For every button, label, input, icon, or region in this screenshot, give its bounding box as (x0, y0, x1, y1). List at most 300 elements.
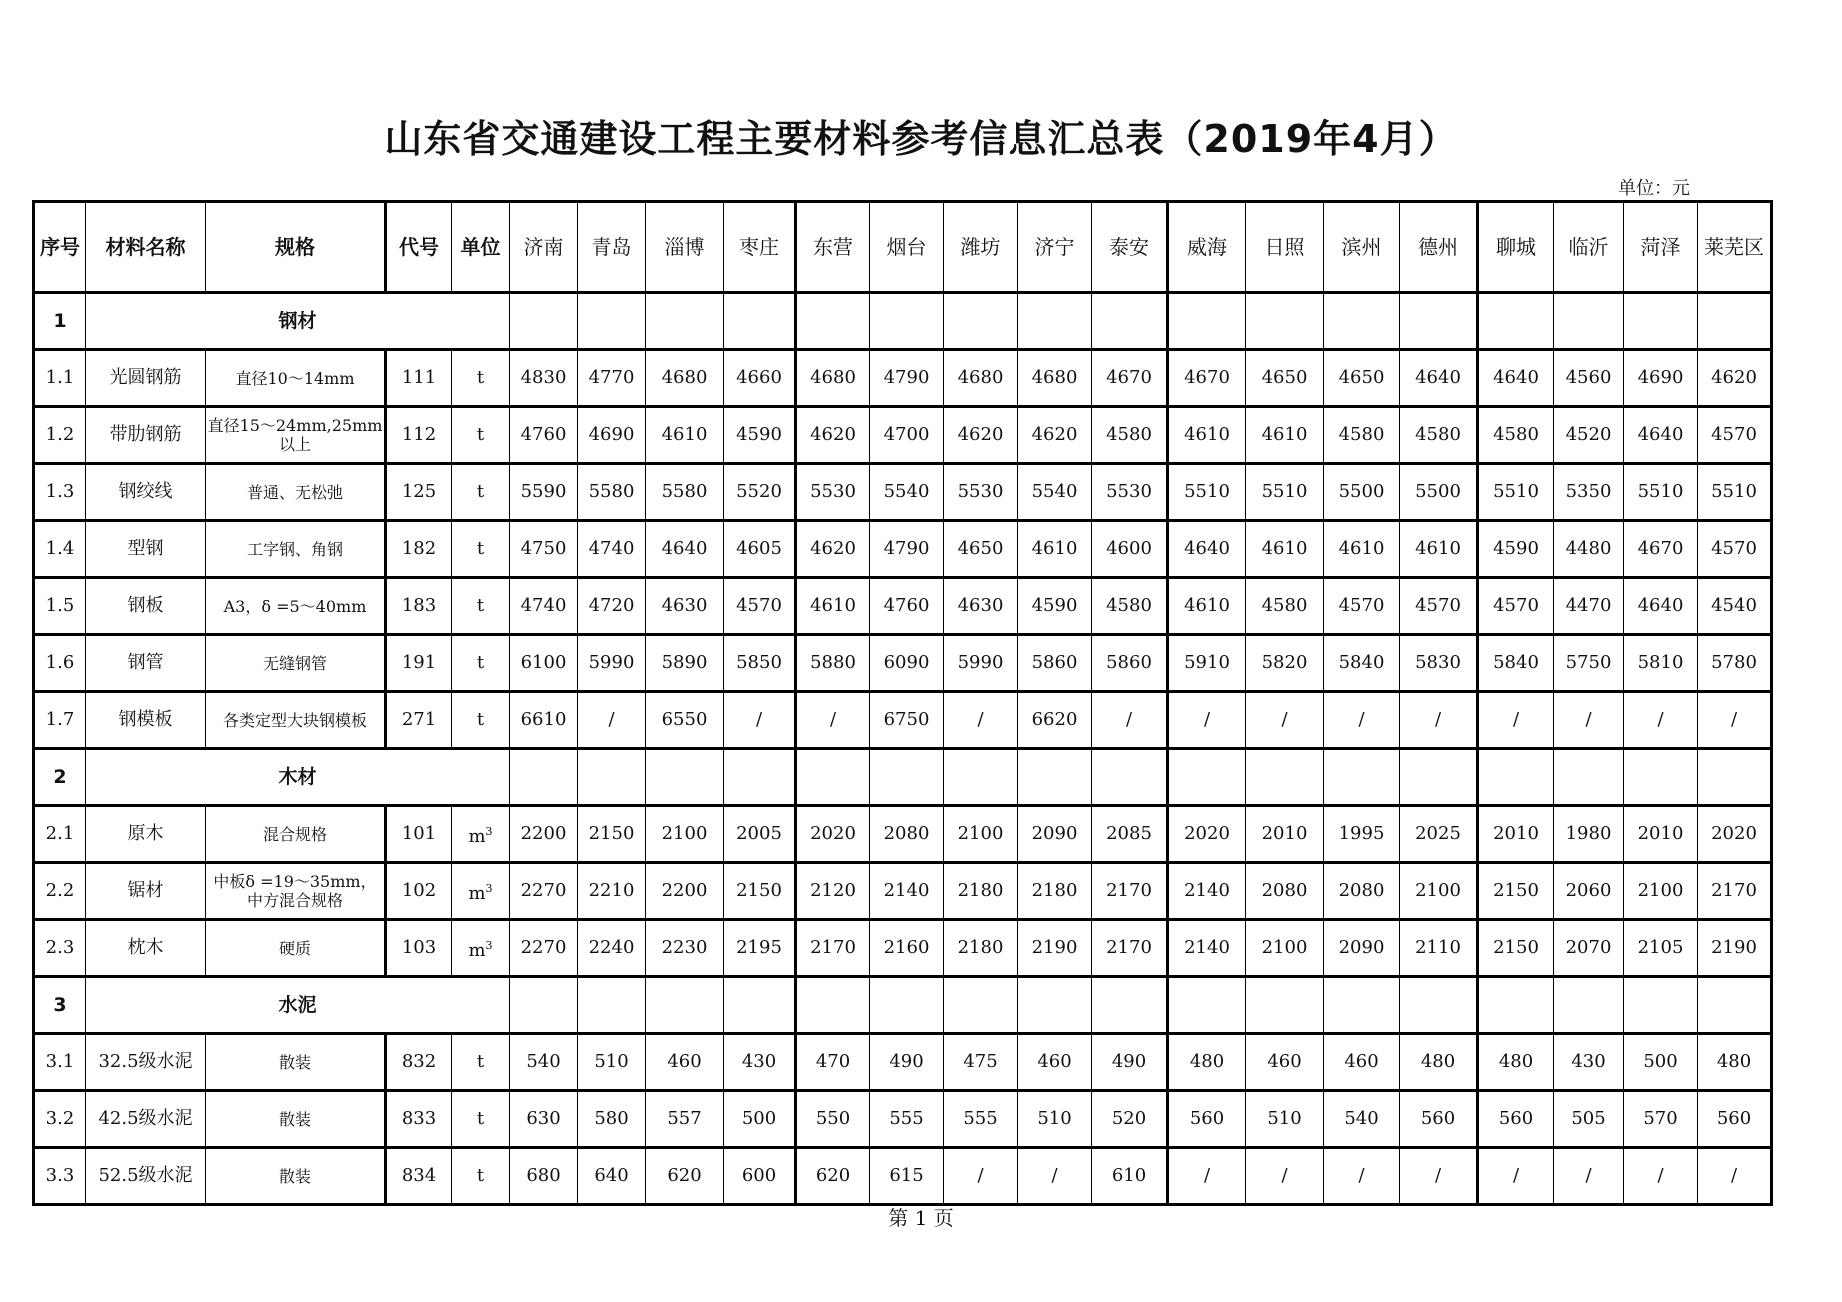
price-cell: 5820 (1246, 635, 1324, 692)
material-spec: 各类定型大块钢模板 (206, 692, 386, 749)
price-cell: 4620 (944, 407, 1018, 464)
price-cell: 430 (724, 1034, 796, 1091)
price-cell: 615 (870, 1148, 944, 1205)
empty-cell (1698, 293, 1772, 350)
price-cell: 4680 (1018, 350, 1092, 407)
price-cell: 2100 (646, 806, 724, 863)
section-name: 水泥 (86, 977, 510, 1034)
price-cell: 4610 (796, 578, 870, 635)
table-row (34, 806, 1772, 863)
unit-text: t (476, 367, 485, 388)
price-cell: 4640 (1624, 407, 1698, 464)
price-cell: 4650 (944, 521, 1018, 578)
price-cell: 4620 (1698, 350, 1772, 407)
price-cell: 2025 (1400, 806, 1478, 863)
price-cell: 490 (870, 1034, 944, 1091)
empty-cell (870, 977, 944, 1034)
header-city: 滨州 (1324, 202, 1400, 293)
empty-cell (796, 749, 870, 806)
price-cell: 4540 (1698, 578, 1772, 635)
price-cell: 460 (646, 1034, 724, 1091)
price-cell: 2060 (1554, 863, 1624, 920)
material-code: 183 (386, 578, 452, 635)
row-seq: 1.7 (34, 692, 86, 749)
price-cell: 2240 (578, 920, 646, 977)
price-cell: 1995 (1324, 806, 1400, 863)
price-cell: 580 (578, 1091, 646, 1148)
price-cell: 2020 (796, 806, 870, 863)
empty-cell (870, 293, 944, 350)
price-cell: / (724, 692, 796, 749)
price-cell: 2070 (1554, 920, 1624, 977)
price-cell: 4690 (1624, 350, 1698, 407)
price-cell: 550 (796, 1091, 870, 1148)
price-cell: 500 (724, 1091, 796, 1148)
empty-cell (1092, 749, 1168, 806)
price-cell: 4610 (1400, 521, 1478, 578)
price-cell: / (578, 692, 646, 749)
price-cell: 4610 (1246, 521, 1324, 578)
material-unit (452, 635, 510, 692)
empty-cell (510, 977, 578, 1034)
material-spec: A3，δ =5～40mm (206, 578, 386, 635)
price-cell: 4580 (1324, 407, 1400, 464)
price-cell: 640 (578, 1148, 646, 1205)
price-cell: 2150 (1478, 863, 1554, 920)
price-cell: 2020 (1698, 806, 1772, 863)
material-spec: 工字钢、角钢 (206, 521, 386, 578)
price-cell: 2190 (1698, 920, 1772, 977)
price-cell: 520 (1092, 1091, 1168, 1148)
empty-cell (646, 293, 724, 350)
material-unit (452, 350, 510, 407)
price-cell: 5510 (1698, 464, 1772, 521)
empty-cell (1168, 293, 1246, 350)
price-cell: 2200 (510, 806, 578, 863)
price-cell: 4640 (1624, 578, 1698, 635)
price-cell: / (1624, 692, 1698, 749)
price-cell: / (1168, 1148, 1246, 1205)
price-cell: 6090 (870, 635, 944, 692)
empty-cell (646, 749, 724, 806)
price-cell: 2270 (510, 920, 578, 977)
section-name: 钢材 (86, 293, 510, 350)
section-row (34, 749, 1772, 806)
price-cell: 5540 (1018, 464, 1092, 521)
price-cell: 5750 (1554, 635, 1624, 692)
price-cell: 540 (510, 1034, 578, 1091)
empty-cell (1018, 749, 1092, 806)
price-cell: / (1400, 1148, 1478, 1205)
price-cell: 5530 (796, 464, 870, 521)
price-cell: 490 (1092, 1034, 1168, 1091)
row-seq: 2.2 (34, 863, 86, 920)
price-cell: 4640 (1400, 350, 1478, 407)
price-cell: 5830 (1400, 635, 1478, 692)
price-cell: 5580 (578, 464, 646, 521)
price-cell: 680 (510, 1148, 578, 1205)
price-cell: 5590 (510, 464, 578, 521)
price-cell: 4470 (1554, 578, 1624, 635)
price-cell: 5810 (1624, 635, 1698, 692)
material-name: 52.5级水泥 (86, 1148, 206, 1205)
price-cell: 4640 (1168, 521, 1246, 578)
price-cell: 2140 (1168, 920, 1246, 977)
empty-cell (1092, 977, 1168, 1034)
header-row (34, 202, 1772, 293)
price-cell: 4590 (724, 407, 796, 464)
empty-cell (1168, 749, 1246, 806)
price-cell: 2195 (724, 920, 796, 977)
price-cell: 4560 (1554, 350, 1624, 407)
price-cell: 5530 (1092, 464, 1168, 521)
price-cell: 2140 (870, 863, 944, 920)
price-cell: 4720 (578, 578, 646, 635)
empty-cell (1400, 977, 1478, 1034)
material-spec: 无缝钢管 (206, 635, 386, 692)
empty-cell (578, 293, 646, 350)
unit-label: 单位：元 (1618, 178, 1690, 199)
empty-cell (724, 977, 796, 1034)
material-spec: 直径10～14mm (206, 350, 386, 407)
price-cell: 2170 (796, 920, 870, 977)
material-code: 271 (386, 692, 452, 749)
price-cell: 5860 (1092, 635, 1168, 692)
material-name: 钢模板 (86, 692, 206, 749)
unit-text: t (476, 595, 485, 616)
materials-table (32, 200, 1773, 1206)
price-cell: 4480 (1554, 521, 1624, 578)
empty-cell (944, 293, 1018, 350)
price-cell: 4680 (796, 350, 870, 407)
header-city: 莱芜区 (1698, 202, 1772, 293)
price-cell: 2120 (796, 863, 870, 920)
price-cell: 4580 (1400, 407, 1478, 464)
price-cell: 4790 (870, 350, 944, 407)
price-cell: 4670 (1168, 350, 1246, 407)
empty-cell (796, 293, 870, 350)
price-cell: 1980 (1554, 806, 1624, 863)
price-cell: 5500 (1324, 464, 1400, 521)
price-cell: 555 (870, 1091, 944, 1148)
price-cell: 5850 (724, 635, 796, 692)
unit-superscript: 3 (485, 938, 493, 952)
price-cell: 4610 (646, 407, 724, 464)
price-cell: 430 (1554, 1034, 1624, 1091)
material-spec: 直径15～24mm,25mm以上 (206, 407, 386, 464)
price-cell: / (1168, 692, 1246, 749)
price-cell: 2080 (870, 806, 944, 863)
price-cell: 2180 (1018, 863, 1092, 920)
material-unit (452, 1034, 510, 1091)
material-name: 42.5级水泥 (86, 1091, 206, 1148)
unit-text: m (468, 825, 486, 847)
price-cell: 5580 (646, 464, 724, 521)
price-cell: / (1478, 1148, 1554, 1205)
price-cell: / (1092, 692, 1168, 749)
price-cell: 2105 (1624, 920, 1698, 977)
price-cell: / (1324, 692, 1400, 749)
price-cell: 4770 (578, 350, 646, 407)
empty-cell (510, 749, 578, 806)
material-unit (452, 692, 510, 749)
material-spec: 普通、无松弛 (206, 464, 386, 521)
price-cell: 6550 (646, 692, 724, 749)
price-cell: / (1478, 692, 1554, 749)
price-cell: 5990 (578, 635, 646, 692)
empty-cell (1554, 977, 1624, 1034)
price-cell: 4620 (1018, 407, 1092, 464)
price-cell: 5510 (1168, 464, 1246, 521)
page-title: 山东省交通建设工程主要材料参考信息汇总表（2019年4月） (384, 117, 1458, 161)
header-city: 烟台 (870, 202, 944, 293)
material-code: 833 (386, 1091, 452, 1148)
price-cell: 460 (1246, 1034, 1324, 1091)
price-cell: 2100 (1624, 863, 1698, 920)
section-row (34, 293, 1772, 350)
price-cell: 2010 (1624, 806, 1698, 863)
price-cell: 4630 (646, 578, 724, 635)
price-cell: 555 (944, 1091, 1018, 1148)
price-cell: 5880 (796, 635, 870, 692)
material-unit (452, 1148, 510, 1205)
price-cell: 4520 (1554, 407, 1624, 464)
price-cell: 4570 (1400, 578, 1478, 635)
empty-cell (1324, 293, 1400, 350)
price-cell: 4605 (724, 521, 796, 578)
price-cell: 4570 (1698, 521, 1772, 578)
price-cell: 5990 (944, 635, 1018, 692)
price-cell: 4610 (1168, 407, 1246, 464)
material-code: 102 (386, 863, 452, 920)
unit-superscript: 3 (485, 824, 493, 838)
price-cell: 475 (944, 1034, 1018, 1091)
material-name: 钢管 (86, 635, 206, 692)
row-seq: 2.3 (34, 920, 86, 977)
unit-text: t (476, 1051, 485, 1072)
unit-text: t (476, 481, 485, 502)
section-seq: 3 (34, 977, 86, 1034)
row-seq: 2.1 (34, 806, 86, 863)
empty-cell (796, 977, 870, 1034)
header-city: 德州 (1400, 202, 1478, 293)
price-cell: 557 (646, 1091, 724, 1148)
price-cell: 2170 (1698, 863, 1772, 920)
header-city: 泰安 (1092, 202, 1168, 293)
price-cell: / (1554, 692, 1624, 749)
material-unit (452, 521, 510, 578)
table-row (34, 863, 1772, 920)
material-unit (452, 863, 510, 920)
header-city: 潍坊 (944, 202, 1018, 293)
price-cell: 4600 (1092, 521, 1168, 578)
empty-cell (944, 749, 1018, 806)
price-cell: 2190 (1018, 920, 1092, 977)
price-cell: 4570 (1478, 578, 1554, 635)
price-cell: 4610 (1324, 521, 1400, 578)
price-cell: 460 (1324, 1034, 1400, 1091)
header-city: 济宁 (1018, 202, 1092, 293)
price-cell: 4740 (578, 521, 646, 578)
empty-cell (578, 977, 646, 1034)
price-cell: 4760 (870, 578, 944, 635)
price-cell: 4700 (870, 407, 944, 464)
empty-cell (944, 977, 1018, 1034)
row-seq: 1.1 (34, 350, 86, 407)
price-cell: 5890 (646, 635, 724, 692)
price-cell: 5860 (1018, 635, 1092, 692)
price-cell: 4570 (1324, 578, 1400, 635)
empty-cell (1554, 293, 1624, 350)
price-cell: 4740 (510, 578, 578, 635)
material-code: 834 (386, 1148, 452, 1205)
price-cell: 630 (510, 1091, 578, 1148)
price-cell: 4790 (870, 521, 944, 578)
price-cell: 4640 (646, 521, 724, 578)
price-cell: / (1624, 1148, 1698, 1205)
price-cell: 4580 (1092, 578, 1168, 635)
price-cell: 4760 (510, 407, 578, 464)
material-name: 带肋钢筋 (86, 407, 206, 464)
price-cell: 5530 (944, 464, 1018, 521)
header-city: 淄博 (646, 202, 724, 293)
row-seq: 3.2 (34, 1091, 86, 1148)
row-seq: 3.1 (34, 1034, 86, 1091)
price-cell: 2230 (646, 920, 724, 977)
empty-cell (1324, 977, 1400, 1034)
material-unit (452, 464, 510, 521)
price-cell: 5840 (1478, 635, 1554, 692)
price-cell: 2090 (1018, 806, 1092, 863)
row-seq: 1.2 (34, 407, 86, 464)
empty-cell (1478, 977, 1554, 1034)
price-cell: 5500 (1400, 464, 1478, 521)
empty-cell (1324, 749, 1400, 806)
material-unit (452, 920, 510, 977)
table-row (34, 521, 1772, 578)
empty-cell (1246, 977, 1324, 1034)
price-cell: / (1018, 1148, 1092, 1205)
header-city: 临沂 (1554, 202, 1624, 293)
price-cell: 480 (1400, 1034, 1478, 1091)
price-cell: 610 (1092, 1148, 1168, 1205)
price-cell: 4570 (724, 578, 796, 635)
price-cell: 4620 (796, 521, 870, 578)
material-spec: 散装 (206, 1148, 386, 1205)
price-cell: / (944, 692, 1018, 749)
price-cell: 500 (1624, 1034, 1698, 1091)
header-city: 济南 (510, 202, 578, 293)
empty-cell (578, 749, 646, 806)
material-code: 103 (386, 920, 452, 977)
material-name: 锯材 (86, 863, 206, 920)
material-unit (452, 578, 510, 635)
price-cell: 2005 (724, 806, 796, 863)
material-name: 枕木 (86, 920, 206, 977)
row-seq: 1.3 (34, 464, 86, 521)
empty-cell (1554, 749, 1624, 806)
material-code: 112 (386, 407, 452, 464)
unit-text: t (476, 709, 485, 730)
price-cell: 4830 (510, 350, 578, 407)
price-cell: 5780 (1698, 635, 1772, 692)
price-cell: 4610 (1018, 521, 1092, 578)
price-cell: 5510 (1246, 464, 1324, 521)
price-cell: / (1246, 1148, 1324, 1205)
price-cell: 4650 (1324, 350, 1400, 407)
price-cell: / (1400, 692, 1478, 749)
empty-cell (1478, 293, 1554, 350)
header-city: 日照 (1246, 202, 1324, 293)
price-cell: 2090 (1324, 920, 1400, 977)
table-row (34, 464, 1772, 521)
price-cell: 4670 (1092, 350, 1168, 407)
material-unit (452, 407, 510, 464)
empty-cell (646, 977, 724, 1034)
unit-text: m (468, 882, 486, 904)
header-unit: 单位 (452, 202, 510, 293)
price-cell: 2140 (1168, 863, 1246, 920)
price-cell: / (1246, 692, 1324, 749)
price-cell: 2150 (724, 863, 796, 920)
material-name: 型钢 (86, 521, 206, 578)
table-row (34, 1034, 1772, 1091)
table-row (34, 692, 1772, 749)
price-cell: 4690 (578, 407, 646, 464)
price-cell: 4580 (1246, 578, 1324, 635)
empty-cell (1624, 293, 1698, 350)
price-cell: / (944, 1148, 1018, 1205)
empty-cell (1624, 977, 1698, 1034)
section-seq: 2 (34, 749, 86, 806)
unit-superscript: 3 (485, 881, 493, 895)
price-cell: 2080 (1246, 863, 1324, 920)
price-cell: 505 (1554, 1091, 1624, 1148)
material-spec: 硬质 (206, 920, 386, 977)
price-cell: 5510 (1478, 464, 1554, 521)
price-cell: 4650 (1246, 350, 1324, 407)
price-cell: 2150 (578, 806, 646, 863)
price-cell: 5510 (1624, 464, 1698, 521)
price-cell: 2170 (1092, 863, 1168, 920)
price-cell: 4620 (796, 407, 870, 464)
page-number: 第 1 页 (888, 1206, 954, 1230)
price-cell: 2180 (944, 863, 1018, 920)
material-unit (452, 1091, 510, 1148)
price-cell: 2100 (1246, 920, 1324, 977)
unit-text: t (476, 652, 485, 673)
price-cell: 2020 (1168, 806, 1246, 863)
table-row (34, 407, 1772, 464)
empty-cell (870, 749, 944, 806)
empty-cell (1400, 749, 1478, 806)
header-city: 聊城 (1478, 202, 1554, 293)
empty-cell (1092, 293, 1168, 350)
empty-cell (1246, 749, 1324, 806)
table-row (34, 578, 1772, 635)
price-cell: 4750 (510, 521, 578, 578)
price-cell: 600 (724, 1148, 796, 1205)
empty-cell (724, 293, 796, 350)
material-code: 101 (386, 806, 452, 863)
price-cell: 2010 (1478, 806, 1554, 863)
price-cell: 4580 (1092, 407, 1168, 464)
price-cell: 6750 (870, 692, 944, 749)
material-name: 钢绞线 (86, 464, 206, 521)
price-cell: 570 (1624, 1091, 1698, 1148)
header-name: 材料名称 (86, 202, 206, 293)
price-cell: 510 (578, 1034, 646, 1091)
